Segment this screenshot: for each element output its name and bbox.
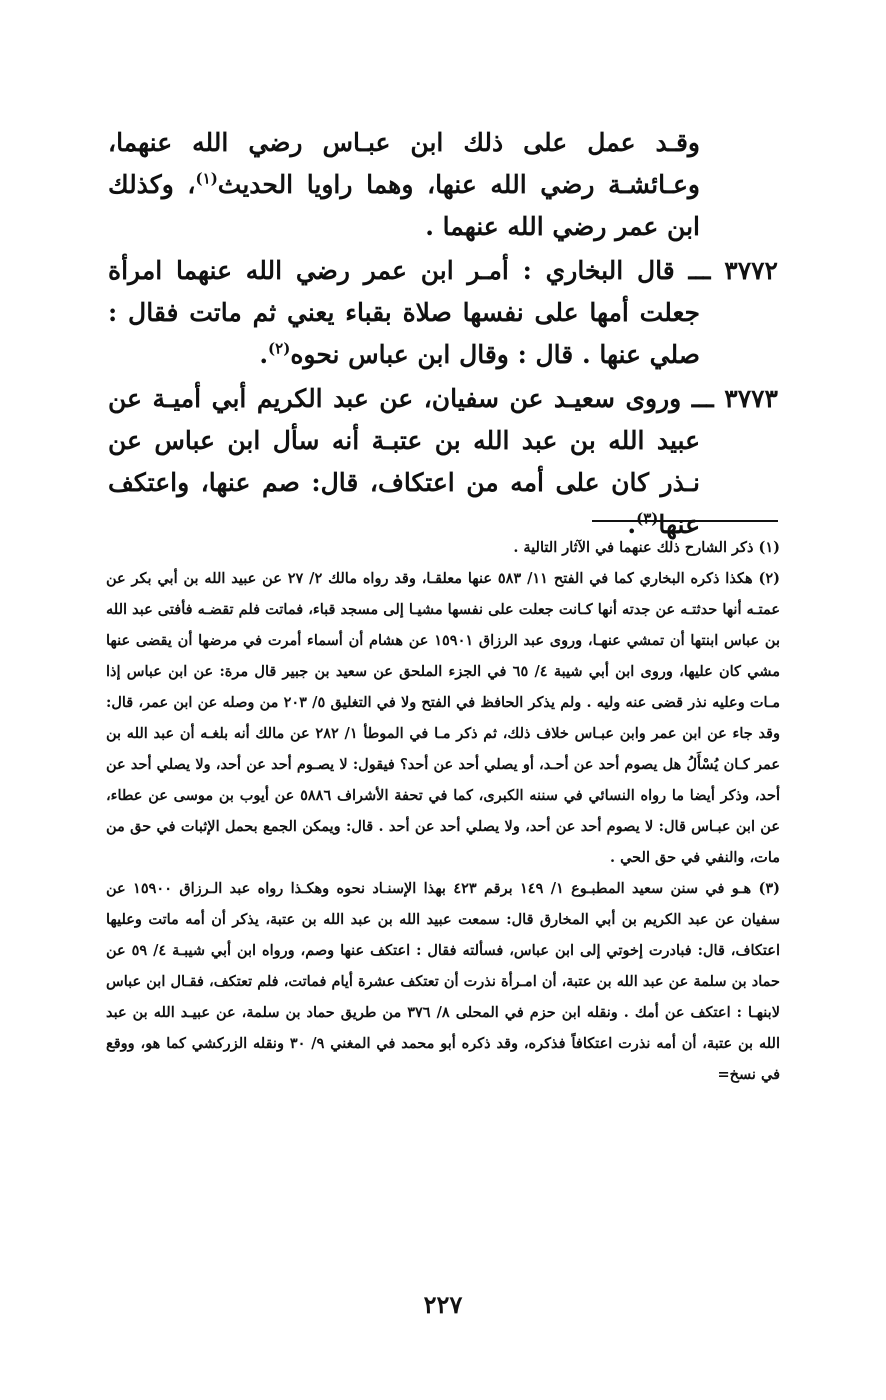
page-number: ٢٢٧ — [423, 1290, 463, 1319]
intro-tail: ، وكذلك ابن عمر رضي الله عنهما . — [108, 170, 700, 241]
hadith-3772 — [108, 250, 778, 376]
intro-text: وقـد عمل على ذلك ابن عبـاس رضي الله عنهما، وعـائشـة رضي الله عنها، وهما راويا الحديث — [108, 128, 701, 199]
main-text — [108, 122, 778, 548]
footnote-ref-3[interactable]: (٣) — [636, 509, 659, 528]
footnote-ref-1[interactable]: (١) — [195, 169, 218, 188]
footnote-ref-2[interactable]: (٢) — [268, 339, 291, 358]
footnote-2: (٢) هكذا ذكره البخاري كما في الفتح ١١/ ٥٨٣ عنها معلقـا، وقد رواه مالك ٢/ ٢٧ عن عبيد الله بن أبي بكر عن عمتـه أنها حدثتـه عن جدته أنها كـانت جعلت على نفسها مشيـا إلى مسجد قباء، فماتت فلم تقضـه فأفتى عبد الله بن عباس ابنتها أن تمشي عنهـا، وروى عبد الرزاق ١٥٩٠١ عن هشام أن أسماء أمرت في مرضها أن يقضى عنها مشي كان عليها، وروى ابن أبي شيبة ٤/ ٦٥ في الجزء الملحق عن سعيد بن جبير قال مرة: عن ابن عباس إذا مـات وعليه نذر قضى عنه وليه . ولم يذكر الحافظ في الفتح ولا في التغليق ٥/ ٢٠٣ من وصله عن ابن عمر، قال: وقد جاء عن ابن عمر وابن عبـاس خلاف ذلك، ثم ذكر مـا في الموطأ ١/ ٢٨٢ عن مالك أنه بلغـه أن عبد الله بن عمر كـان يُسْأَلُ هل يصوم أحد عن أحـد، أو يصلي أحد عن أحد؟ فيقول: لا يصـوم أحد عن أحد، ولا يصلي أحد عن أحد، وذكر أيضا ما رواه النسائي في سننه الكبرى، كما في تحفة الأشراف ٥٨٨٦ عن أيوب بن موسى عن عطاء، عن ابن عبـاس قال: لا يصوم أحد عن أحد، ولا يصلي أحد عن أحد . قال: ويمكن الجمع بحمل الإثبات في حق من مات، والنفي في حق الحي . — [106, 570, 781, 866]
footnote-1: (١) ذكر الشارح ذلك عنهما في الآثار التالية . — [513, 539, 780, 556]
intro-paragraph — [108, 122, 778, 248]
footnote-separator — [592, 520, 778, 522]
footnote-3: (٣) هـو في سنن سعيد المطبـوع ١/ ١٤٩ برقم ٤٢٣ بهذا الإسنـاد نحوه وهكـذا رواه عبد الـرزاق ١٥٩٠٠ عن سفيان عن عبد الكريم بن أبي المخارق قال: سمعت عبيد الله بن عبد الله بن عتبة، يذكر أن أمه ماتت وعليها اعتكاف، قال: فبادرت إخوتي إلى ابن عباس، فسألته فقال : اعتكف عنها وصم، ورواه ابن أبي شيبـة ٤/ ٥٩ عن حماد بن سلمة عن عبد الله بن عتبة، أن امـرأة نذرت أن تعتكف عشرة أيام فماتت، فلم تعتكف، فقـال ابن عباس لابنهـا : اعتكف عن أمك . ونقله ابن حزم في المحلى ٨/ ٣٧٦ من طريق حماد بن سلمة، عن عبيـد الله بن عبد الله بن عتبة، أن أمه نذرت اعتكافاً فذكره، وقد ذكره أبو محمد في المغني ٩/ ٣٠ ونقله الزركشي كما هو، ووقع في نسخ= — [106, 880, 780, 1083]
hadith-number-3772: ٣٧٧٢ ـــ — [688, 256, 778, 285]
hadith-text-3772: قال البخاري : أمـر ابن عمر رضي الله عنهما امرأة جعلت أمها على نفسها صلاة بقباء يعني ثم ماتت فقال : صلي عنها . قال : وقال ابن عباس نحوه — [108, 256, 700, 369]
hadith-text-3773: وروى سعيـد عن سفيان، عن عبد الكريم أبي أميـة عن عبيد الله بن عبد الله بن عتبـة أنه سأل ابن عباس عن نـذر كان على أمه من اعتكاف، قال: صم عنها، واعتكف عنها — [108, 384, 700, 539]
hadith-end-3772: . — [259, 340, 269, 369]
hadith-end-3773: . — [627, 510, 637, 539]
footnotes — [106, 532, 780, 1090]
hadith-number-3773: ٣٧٧٣ ـــ — [691, 384, 778, 413]
